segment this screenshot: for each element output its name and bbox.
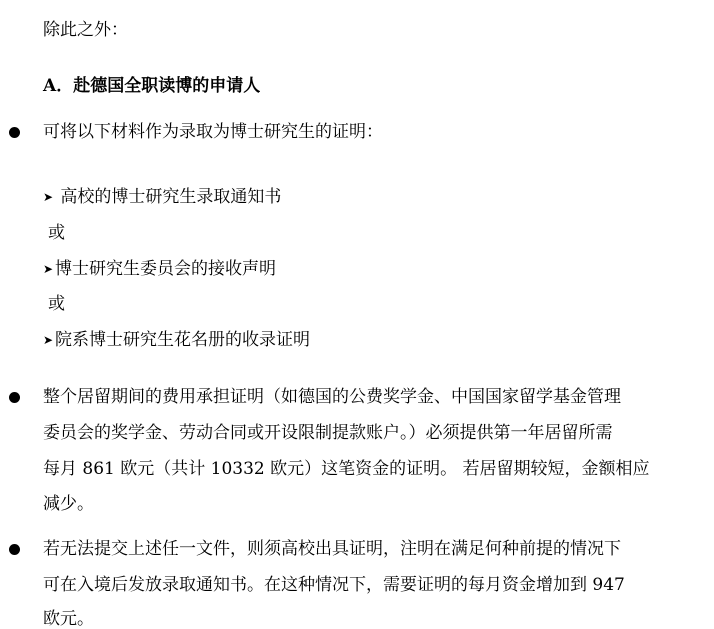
list-item: [43, 187, 281, 207]
bullet1-text: 可将以下材料作为录取为博士研究生的证明：: [43, 122, 383, 142]
bullet-icon: [9, 392, 20, 403]
bullet3-line: 若无法提交上述任一文件，则须高校出具证明，注明在满足何种前提的情况下: [43, 539, 621, 559]
bullet2-line: 整个居留期间的费用承担证明（如德国的公费奖学金、中国国家留学基金管理: [43, 387, 621, 407]
intro-text: 除此之外：: [43, 20, 128, 40]
section-a-heading: A．赴德国全职读博的申请人: [43, 76, 261, 96]
bullet2-line: 减少。: [43, 494, 94, 514]
or-text: 或: [48, 294, 65, 314]
list-item-text: 高校的博士研究生录取通知书: [60, 187, 282, 207]
arrowhead-right-icon: ➤: [43, 262, 54, 276]
arrowhead-right-icon: ➤: [43, 190, 54, 204]
bullet3-line: 可在入境后发放录取通知书。在这种情况下，需要证明的每月资金增加到 947: [43, 575, 625, 595]
arrowhead-right-icon: ➤: [43, 333, 54, 347]
bullet-icon: [9, 127, 20, 138]
list-item: [43, 259, 276, 279]
bullet3-line: 欧元。: [43, 609, 94, 629]
bullet-icon: [9, 544, 20, 555]
list-item: [43, 330, 310, 350]
list-item-text: 博士研究生委员会的接收声明: [55, 259, 276, 279]
bullet2-line: 每月 861 欧元（共计 10332 欧元）这笔资金的证明。 若居留期较短，金额相应: [43, 459, 650, 479]
bullet2-line: 委员会的奖学金、劳动合同或开设限制提款账户。）必须提供第一年居留所需: [43, 423, 613, 443]
or-text: 或: [48, 223, 65, 243]
list-item-text: 院系博士研究生花名册的收录证明: [55, 330, 310, 350]
